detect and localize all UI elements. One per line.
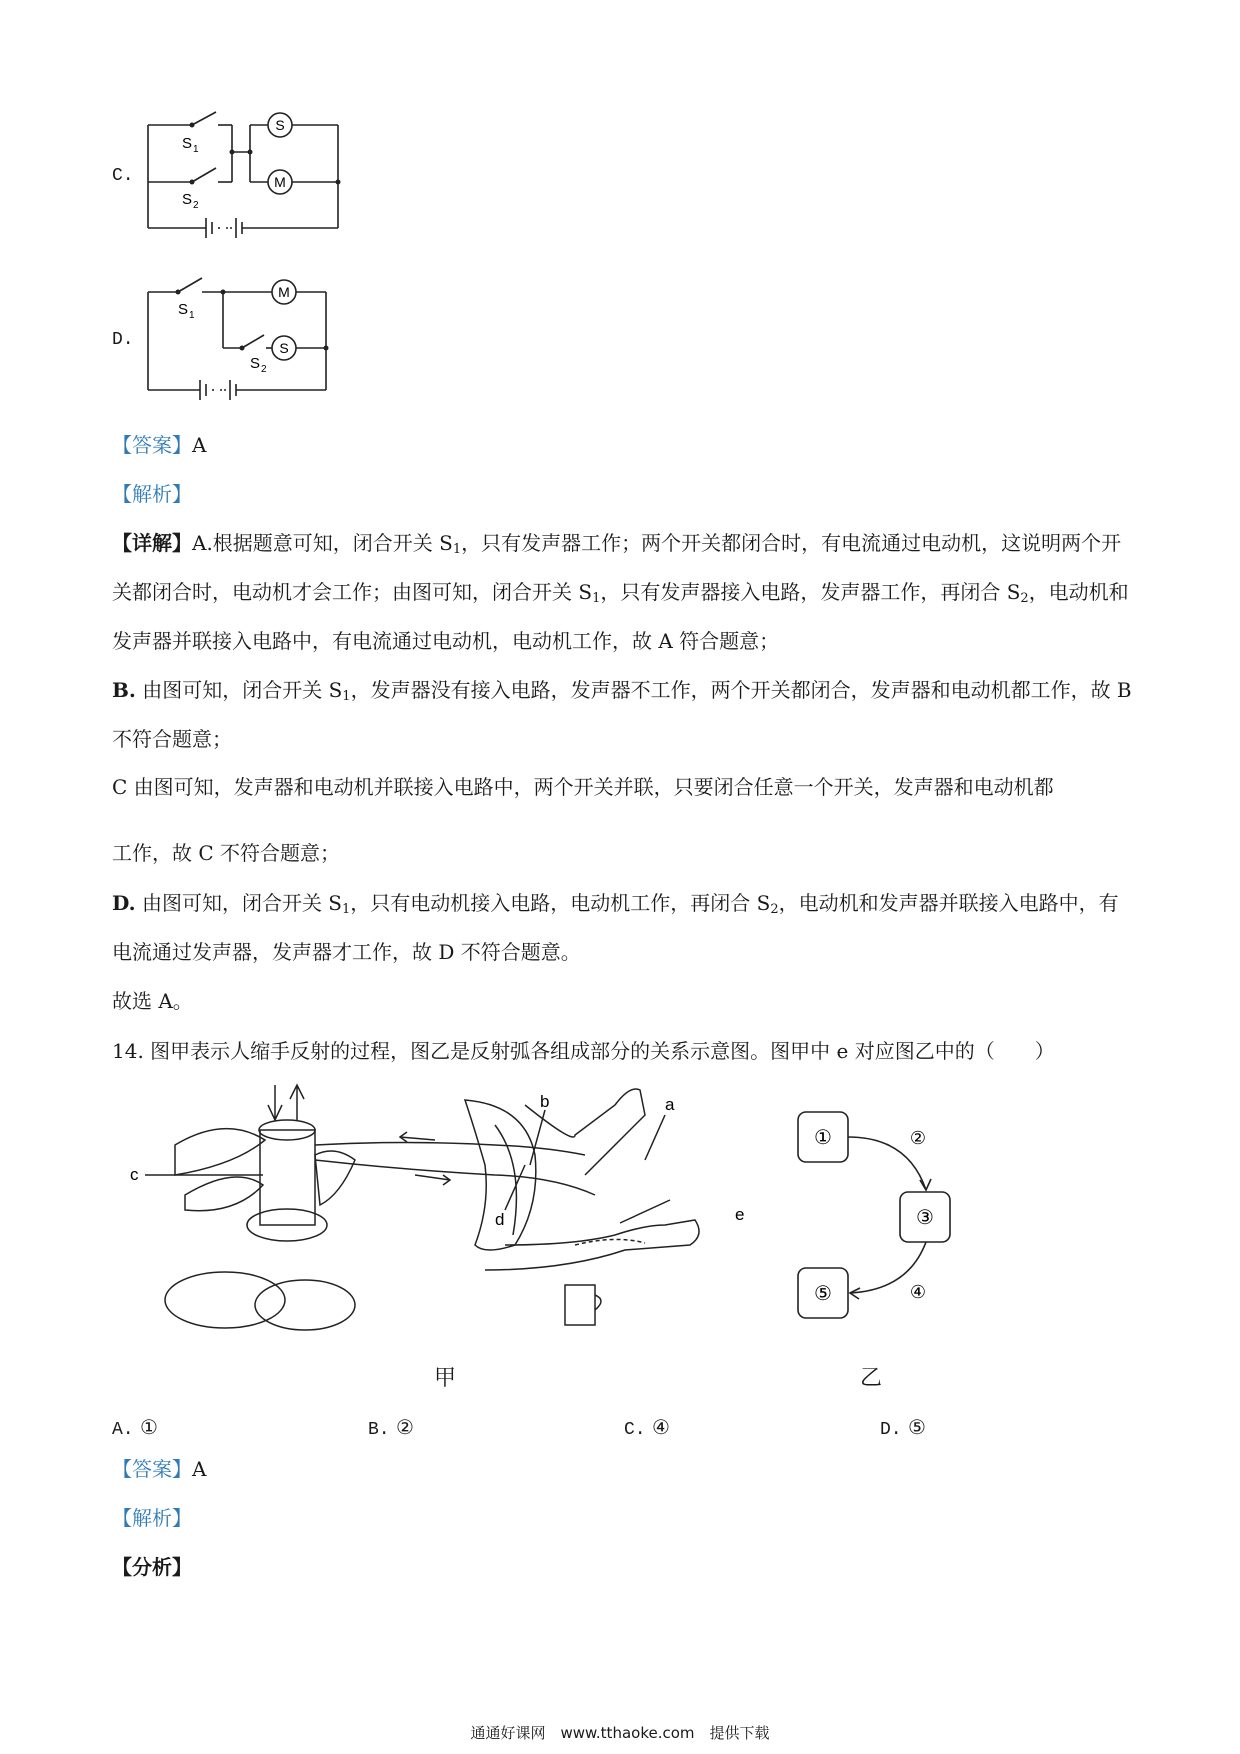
detail-d-text: ，只有电动机接入电路，电动机工作，再闭合 S	[350, 891, 771, 915]
detail-c-text: C 由图可知，发声器和电动机并联接入电路中，两个开关并联，只要闭合任意一个开关，发声器和电动机都	[112, 775, 1054, 799]
flow-node-1: ①	[814, 1125, 832, 1149]
q14-stem-text: 14. 图甲表示人缩手反射的过程，图乙是反射弧各组成部分的关系示意图。图甲中 e 对应图乙中的（ ）	[112, 1039, 1055, 1063]
sub-2: 2	[770, 902, 779, 917]
sounder-symbol: S	[275, 117, 285, 133]
fenxi-tag: 【分析】	[112, 1555, 192, 1579]
detail-d-head: D.	[112, 891, 136, 915]
motor-symbol: M	[274, 174, 286, 190]
option-c-label: C.	[112, 166, 134, 186]
switch-s1-sub: 1	[189, 310, 195, 321]
footer-text: 通通好课网 www.tthaoke.com 提供下载	[470, 1724, 770, 1742]
analysis-tag: 【解析】	[112, 1506, 192, 1530]
option-value: ①	[139, 1415, 158, 1439]
detail-c-text: 工作，故 C 不符合题意；	[112, 841, 341, 865]
sub-1: 1	[342, 689, 351, 704]
switch-s2-sub: 2	[193, 200, 199, 211]
detail-b-text: ，发声器没有接入电路，发声器不工作，两个开关都闭合，发声器和电动机都工作，故 B 不符合题意；	[112, 678, 1132, 751]
q13-conclusion	[112, 977, 1132, 1026]
conclusion-text: 故选 A。	[112, 989, 193, 1013]
detail-a-text: A.根据题意可知，闭合开关 S	[192, 531, 453, 555]
q13-analysis-line	[112, 470, 1132, 519]
answer-tag: 【答案】	[112, 433, 192, 457]
option-value: ④	[651, 1415, 670, 1439]
q14-answer-line	[112, 1445, 1132, 1494]
q14-stem	[112, 1027, 1132, 1076]
detail-d-text: ，电动机和发声器并联接入电路中，有电流通过发声器，发声器才工作，故 D 不符合题意。	[112, 891, 1119, 964]
sub-1: 1	[592, 591, 601, 606]
detail-a-text: ，电动机和发声器并联接入电路中，有电流通过电动机，电动机工作，故 A 符合题意；	[112, 580, 1129, 653]
q13-answer-line	[112, 421, 1132, 470]
answer-value: A	[192, 1457, 207, 1481]
sub-2: 2	[1020, 591, 1029, 606]
option-d-label: D.	[112, 330, 134, 350]
option-label: D.	[880, 1420, 902, 1440]
analysis-tag: 【解析】	[112, 482, 192, 506]
detail-b-head: B.	[112, 678, 136, 702]
detail-b-text: 由图可知，闭合开关 S	[135, 678, 343, 702]
q13-detail-b	[112, 666, 1132, 764]
q13-detail-a	[112, 519, 1132, 666]
detail-d-text: 由图可知，闭合开关 S	[135, 891, 343, 915]
answer-tag: 【答案】	[112, 1457, 192, 1481]
option-b[interactable]	[368, 1415, 414, 1440]
page-footer	[0, 1722, 1240, 1743]
option-c[interactable]	[624, 1415, 670, 1440]
flow-node-5: ⑤	[814, 1281, 832, 1305]
option-label: B.	[368, 1420, 390, 1440]
q13-detail-c-1	[112, 763, 1132, 812]
option-value: ⑤	[907, 1415, 926, 1439]
switch-s1-label: S	[182, 135, 193, 152]
switch-s1-label: S	[178, 301, 189, 318]
detail-a-text: ，只有发声器工作；两个开关都闭合时，有电流通过电动机，这说明两个开关都闭合时，电动机才会工作；由图可知，闭合开关 S	[112, 531, 1122, 604]
switch-s2-sub: 2	[261, 364, 267, 375]
option-label: C.	[624, 1420, 646, 1440]
switch-s2-label: S	[250, 355, 261, 372]
sub-1: 1	[452, 542, 462, 557]
label-b: b	[540, 1092, 550, 1111]
label-a: a	[665, 1095, 675, 1114]
q13-detail-c-2	[112, 829, 1132, 878]
flow-node-2: ②	[909, 1128, 927, 1149]
circuit-diagram-d	[140, 260, 340, 405]
caption-jia: 甲	[434, 1366, 457, 1391]
answer-value: A	[192, 433, 207, 457]
q14-analysis-line	[112, 1494, 1132, 1543]
detail-tag: 【详解】	[112, 531, 192, 555]
q13-detail-d	[112, 879, 1132, 977]
circuit-diagram-c	[140, 100, 350, 240]
label-d: d	[495, 1210, 505, 1229]
sounder-symbol: S	[279, 340, 289, 356]
option-value: ②	[395, 1415, 414, 1439]
reflex-arc-flowchart	[790, 1100, 970, 1340]
label-e: e	[735, 1205, 745, 1224]
label-c: c	[130, 1165, 139, 1184]
reflex-arc-illustration	[130, 1085, 765, 1355]
switch-s1-sub: 1	[193, 144, 199, 155]
option-d[interactable]	[880, 1415, 926, 1440]
sub-1: 1	[342, 902, 351, 917]
q14-options	[112, 1415, 1112, 1445]
option-label: A.	[112, 1420, 134, 1440]
caption-yi: 乙	[860, 1366, 883, 1391]
flow-node-3: ③	[916, 1205, 934, 1229]
detail-a-text: ，只有发声器接入电路，发声器工作，再闭合 S	[600, 580, 1021, 604]
q14-fenxi-line	[112, 1543, 1132, 1592]
option-a[interactable]	[112, 1415, 158, 1440]
motor-symbol: M	[278, 284, 290, 300]
switch-s2-label: S	[182, 191, 193, 208]
flow-node-4: ④	[909, 1282, 927, 1303]
